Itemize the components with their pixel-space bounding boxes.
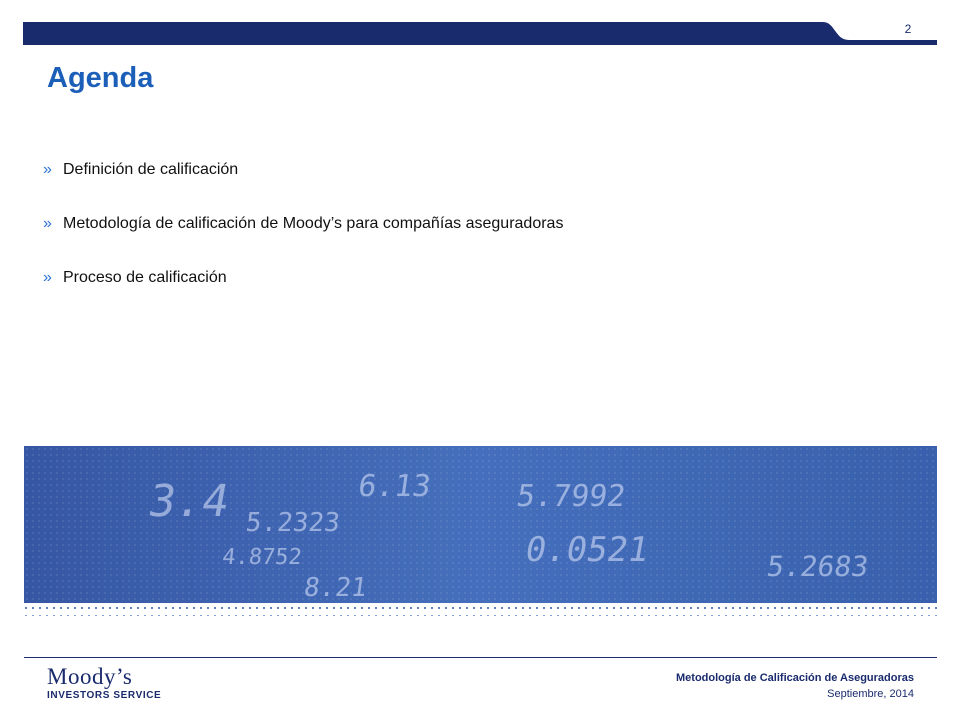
agenda-list bbox=[43, 160, 564, 322]
moodys-logo bbox=[47, 666, 177, 706]
agenda-item-text: Definición de calificación bbox=[63, 161, 239, 178]
banner-number: 6.13 bbox=[355, 469, 433, 504]
financial-numbers-banner bbox=[24, 446, 937, 603]
logo-name: Moody’s bbox=[47, 664, 133, 689]
page-number: 2 bbox=[904, 22, 912, 36]
banner-number: 5.2323 bbox=[244, 508, 342, 538]
banner-number: 4.8752 bbox=[220, 545, 304, 570]
footer-document-title: Metodología de Calificación de Aseguradoras bbox=[676, 672, 914, 684]
header-bar bbox=[23, 22, 937, 45]
bullet-marker: » bbox=[43, 215, 52, 232]
banner-number: 5.2683 bbox=[764, 550, 871, 583]
footer-date: Septiembre, 2014 bbox=[827, 688, 914, 700]
agenda-item bbox=[43, 268, 563, 322]
bullet-marker: » bbox=[43, 269, 52, 286]
footer-divider bbox=[24, 657, 937, 658]
dotted-divider bbox=[24, 606, 937, 634]
banner-number: 5.7992 bbox=[514, 479, 628, 514]
banner-number: 3.4 bbox=[144, 476, 234, 527]
agenda-item bbox=[43, 214, 564, 268]
banner-number: 0.0521 bbox=[522, 530, 652, 570]
agenda-item-text: Metodología de calificación de Moody’s para compañías aseguradoras bbox=[63, 215, 564, 232]
bullet-marker: » bbox=[43, 161, 52, 178]
agenda-item-text: Proceso de calificación bbox=[63, 269, 227, 286]
page-title: Agenda bbox=[47, 62, 154, 94]
logo-subtitle: INVESTORS SERVICE bbox=[47, 690, 162, 701]
agenda-item bbox=[43, 160, 563, 214]
banner-number: 8.21 bbox=[301, 573, 369, 603]
